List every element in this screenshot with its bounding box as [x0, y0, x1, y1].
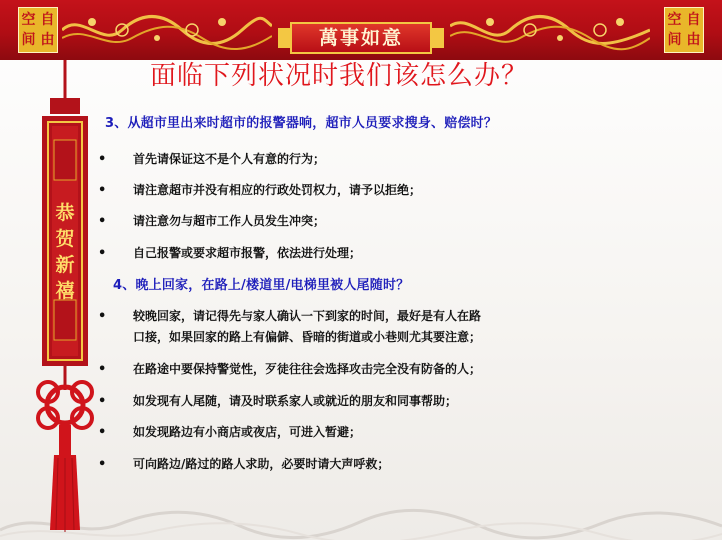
- list-item-text: 首先请保证这不是个人有意的行为；: [133, 152, 326, 166]
- dragon-pattern-right: [450, 8, 650, 52]
- bullet-dot: •: [98, 309, 107, 324]
- list-item-text: 在路途中要保持警觉性，歹徒往往会选择攻击完全没有防备的人；: [133, 362, 482, 376]
- top-banner: [0, 0, 722, 60]
- corner-char: 空: [21, 12, 36, 28]
- corner-char: 自: [40, 12, 55, 28]
- corner-char: 空: [667, 12, 682, 28]
- bottom-pattern: [0, 500, 722, 540]
- corner-char: 由: [686, 32, 701, 48]
- section-heading: 3、从超市里出来时超市的报警器响，超市人员要求搜身、赔偿时？: [105, 116, 498, 131]
- bullet-dot: •: [98, 152, 107, 167]
- bullet-dot: •: [98, 362, 107, 377]
- bullet-dot: •: [98, 214, 107, 229]
- ornament-char: 恭: [55, 202, 75, 224]
- dragon-pattern-left: [62, 8, 272, 52]
- list-item-text: 请注意超市并没有相应的行政处罚权力，请予以拒绝；: [133, 183, 422, 197]
- list-item-text: [133, 306, 708, 348]
- corner-char: 自: [686, 12, 701, 28]
- ornament-char: 禧: [55, 280, 75, 302]
- list-item: [95, 306, 710, 350]
- corner-char: 间: [667, 32, 682, 48]
- ornament-blessing-text: [51, 200, 79, 304]
- list-item-text: 如发现路边有小商店或夜店，可进入暂避；: [133, 425, 362, 439]
- bullet-dot: •: [98, 246, 107, 261]
- bullet-dot: •: [98, 425, 107, 440]
- corner-char: 间: [21, 32, 36, 48]
- corner-char: 由: [40, 32, 55, 48]
- corner-seal-left: [18, 7, 58, 53]
- list-item-line: 口接，如果回家的路上有偏僻、昏暗的街道或小巷则尤其要注意；: [133, 330, 482, 344]
- banner-plaque: 萬事如意: [290, 22, 432, 54]
- bullet-dot: •: [98, 457, 107, 472]
- ornament-char: 贺: [55, 228, 75, 250]
- bullet-dot: •: [98, 394, 107, 409]
- list-item-text: 如发现有人尾随，请及时联系家人或就近的朋友和同事帮助；: [133, 394, 458, 408]
- ornament-char: 新: [55, 254, 75, 276]
- page-title: 面临下列状况时我们该怎么办？: [150, 61, 529, 91]
- section-heading: 4、晚上回家，在路上/楼道里/电梯里被人尾随时？: [113, 278, 410, 293]
- list-item-text: 请注意勿与超市工作人员发生冲突；: [133, 214, 326, 228]
- list-item-line: 较晚回家，请记得先与家人确认一下到家的时间，最好是有人在路: [133, 309, 482, 323]
- list-item-text: 可向路边/路过的路人求助，必要时请大声呼救；: [133, 457, 390, 471]
- bullet-dot: •: [98, 183, 107, 198]
- list-item-text: 自己报警或要求超市报警，依法进行处理；: [133, 246, 362, 260]
- corner-seal-right: [664, 7, 704, 53]
